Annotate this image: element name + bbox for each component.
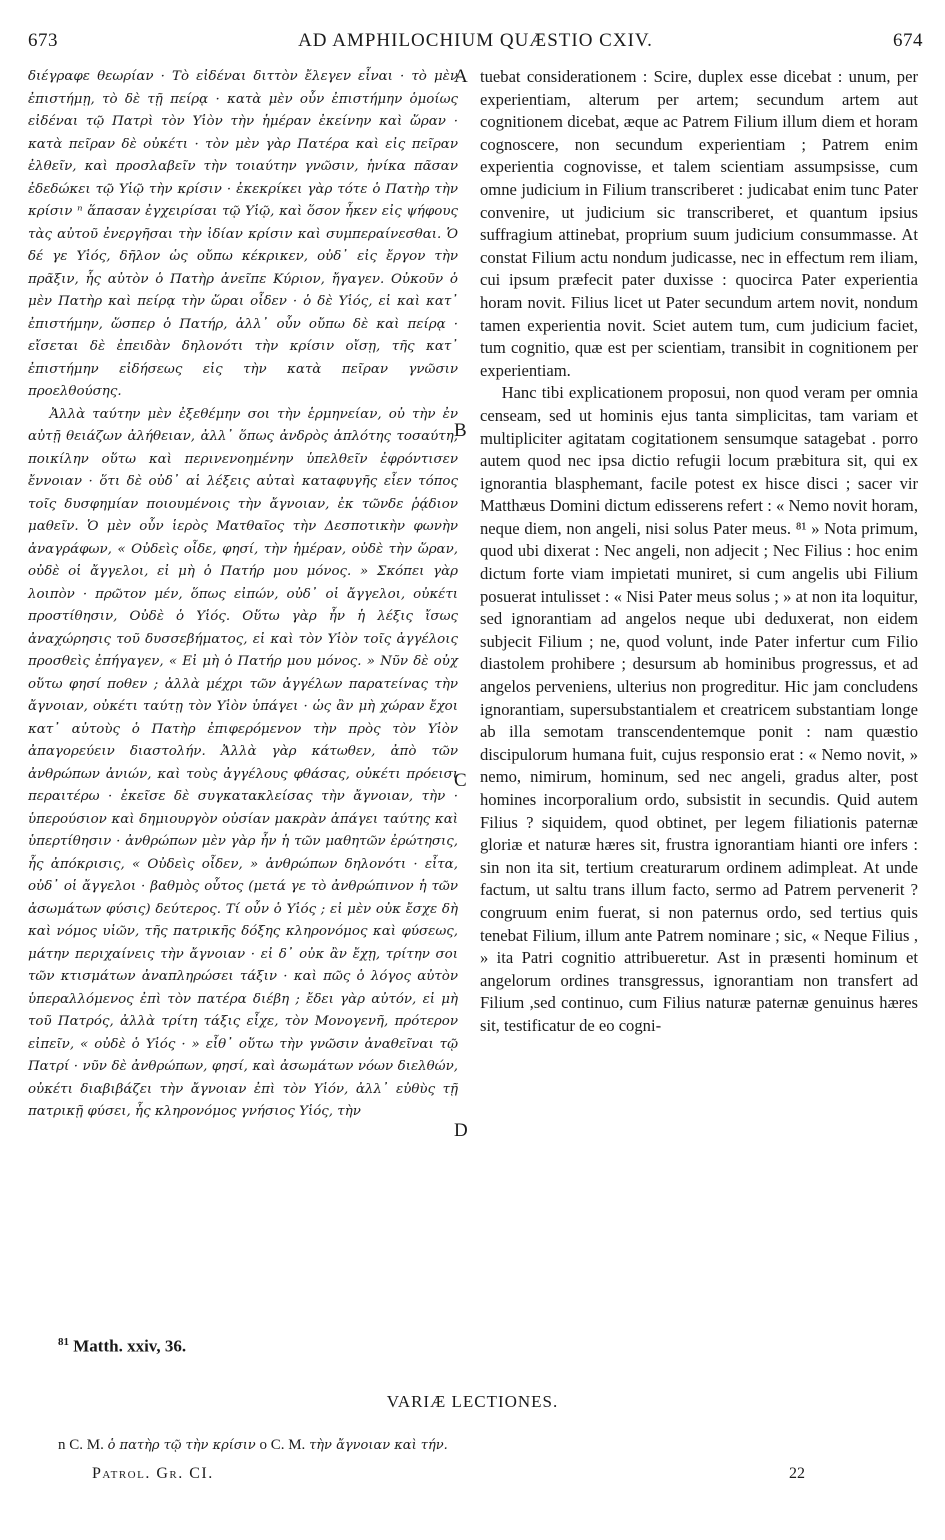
page-number-right: 674 bbox=[893, 30, 923, 51]
greek-column bbox=[28, 66, 458, 1124]
footnote-number: 81 bbox=[58, 1336, 69, 1348]
margin-marker-d: D bbox=[454, 1120, 468, 1141]
variant-o-text: τὴν ἄγνοιαν καὶ τήν. bbox=[309, 1438, 448, 1453]
margin-marker-c: C bbox=[454, 770, 467, 791]
page-footer bbox=[92, 1465, 805, 1483]
variae-lectiones-title: VARIÆ LECTIONES. bbox=[386, 1392, 559, 1411]
variant-n-text: ὁ πατὴρ τῷ τὴν κρίσιν bbox=[107, 1438, 256, 1453]
latin-paragraph: tuebat considerationem : Scire, duplex esse dicebat : unum, per experientiam, alterum per artem; secundum artem aut cognitionem dicebat, æque ac Patrem Filium illum diem et horam cognoscere, non secundum experientiam ; Patrem enim experientia cognovisse, et talem scientiam assumpsisse, cum omne judicium in Filium transcriberet : judicabat enim tunc Pater convenire, ut judicium sic transcriberet, et quantum ipsius suffragium attinebat, proprium suum judicium consummasse. At constat Filium actu nondum judicasse, nec in effectum rem iliam, cui ipsum præfecit pater duxisse : quocirca Pater experientia horam novit. Filius licet ut Pater secundum artem novit, nondum tamen experientia novit. Sciet autem tum, cum judicium faciet, tum cognitio, quæ est per scientiam, transibit in cognitionem per experientiam. bbox=[480, 67, 918, 380]
latin-column bbox=[480, 66, 918, 1038]
signature-mark: 22 bbox=[789, 1465, 805, 1482]
page-number-left: 673 bbox=[28, 30, 58, 51]
variant-o-key: o C. M. bbox=[259, 1437, 306, 1453]
footer-source: Patrol. Gr. CI. bbox=[92, 1465, 214, 1482]
margin-marker-a: A bbox=[454, 66, 468, 87]
footnote-text: Matth. xxiv, 36. bbox=[73, 1336, 187, 1356]
variant-n-key: n C. M. bbox=[58, 1437, 104, 1453]
margin-marker-b: B bbox=[454, 420, 467, 441]
running-title: AD AMPHILOCHIUM QUÆSTIO CXIV. bbox=[298, 30, 653, 51]
footnote bbox=[58, 1336, 186, 1357]
latin-paragraph: Hanc tibi explicationem proposui, non quod veram per omnia censeam, sed ut hominis ejus tanta simplicitas, tam variam et multipliciter agitatam cogitationem sensumque satagebat . porro autem quod nec ipsa dictio refugii locum præbitura sit, qui ex ignorantia blasphemant, facile potest ex hisce disci ; sacer vir Matthæus Domini dictum edisserens refert : « Nemo novit horam, neque diem, non angeli, nisi solus Pater meus. ⁸¹ » Nota primum, quod ubi dixerat : Nec angeli, non adjecit ; Nec Filius : hoc enim dictum forte viam impietati muniret, si cum angelis ubi Filium posuerat intulisset : « Nisi Pater meus solus ; » at non ita loquitur, sed ignorantiam ad angelos neque ubi deduxerat, non eidem subjecit Filium ; ne, quod volunt, inde Pater infertur cum Filio diastolem prohibere ; desursum ab hominibus progressus, et ad angelos perveniens, ulterius non progreditur. Hic jam concludens ignorantiam, supersubstantialem et creatricem substantiam longe ab illa semotam transcendentemque ponit : nam quæstio discipulorum humana fuit, cujus responsio erat : « Nemo novit, » nemo, nimirum, hominum, sed nec angeli, gradus alter, post homines incorporalium ordo, subsistit in secundis. Quid autem Filius ? siquidem, quod obtinet, per legem filiationis paternæ gloriæ et naturæ hæres sit, frustra ignorantiam hianti ore infers : sin non ita sit, tertium creaturarum ordinem adimpleat. At unde factum, ut saltu trans illum facto, sermo ad Patrem pervenerit ? congruum enim fuerat, si non paternus ordo, sed tertius quis tenebat Filium, illum ante Patrem nominare ; sic, « Neque Filius , » ita Patri cognitio attribueretur. Ast in præsenti hominum et angelorum ordines transgressus, ignorantiam non transfert ad Filium ,sed continuo, cum Filius naturæ paternæ genuinus hæres sit, testificatur de eo cogni- bbox=[480, 383, 918, 1035]
running-header bbox=[28, 30, 923, 60]
greek-paragraph: διέγραφε θεωρίαν · Τὸ εἰδέναι διττὸν ἔλεγεν εἶναι · τὸ μὲν ἐπιστήμῃ, τὸ δὲ τῇ πείρᾳ · κατὰ μὲν οὖν ἐπιστήμην ὁμοίως εἰδέναι τῷ Πατρὶ τὸν Υἱὸν τὴν ἡμέραν ἐκείνην καὶ ὥραν · κατὰ πεῖραν δὲ οὐκέτι · τὸν μὲν γὰρ Πατέρα καὶ εἰς πεῖραν ἐλθεῖν, καὶ προσλαβεῖν τὴν τοιαύτην γνῶσιν, ἡνίκα πᾶσαν ἐδεδώκει τῷ Υἱῷ τὴν κρίσιν · ἐκεκρίκει γὰρ τότε ὁ Πατὴρ τὴν κρίσιν ⁿ ἅπασαν ἐγχειρίσαι τῷ Υἱῷ, καὶ ὅσον ἧκεν εἰς ψήφους τὰς αὐτοῦ ἐνεργῆσαι τὴν ἰδίαν κρίσιν καὶ συμπεραίνεσθαι. Ὁ δέ γε Υἱός, δῆλον ὡς οὔπω κέκρικεν, οὐδ᾽ εἰς ἔργον τὴν πρᾶξιν, ἧς αὐτὸν ὁ Πατὴρ ἀνεῖπε Κύριον, ἤγαγεν. Οὐκοῦν ὁ μὲν Πατὴρ καὶ πείρᾳ τὴν ὥραι οἶδεν · ὁ δὲ Υἱός, εἰ καὶ κατ᾽ ἐπιστήμην, ὥσπερ ὁ Πατήρ, ἀλλ᾽ οὖν οὔπω δὲ καὶ πείρᾳ · εἴσεται δὲ ἐπειδὰν δηλονότι τὴν κρίσιν οἴσῃ, τῆς κατ᾽ ἐπιστήμην εἰδήσεως εἰς τὴν κατὰ πεῖραν γνῶσιν προελθούσης. bbox=[28, 69, 458, 399]
variae-lectiones bbox=[58, 1437, 448, 1454]
greek-paragraph: Ἀλλὰ ταύτην μὲν ἐξεθέμην σοι τὴν ἑρμηνείαν, οὐ τὴν ἐν αὐτῇ θειάζων ἀλήθειαν, ἀλλ᾽ ὅπως ἀνδρὸς ἁπλότης τοσαύτη, ποικίλην οὕτω καὶ περινενοημένην ὑπελθεῖν ἐφρόντισεν ἔννοιαν · ὅτι δὲ οὐδ᾽ αἱ λέξεις αὐταὶ καταφυγῆς εἶεν τόπος τοῖς δυσφημίαν ποιουμένοις τὴν ἄγνοιαν, ἐκ τῶνδε ῥᾴδιον μαθεῖν. Ὁ μὲν οὖν ἱερὸς Ματθαῖος τὴν Δεσποτικὴν φωνὴν ἀναγράφων, « Οὐδεὶς οἶδε, φησί, τὴν ἡμέραν, οὐδὲ τὴν ὥραν, οὐδὲ οἱ ἄγγελοι, εἰ μὴ ὁ Πατήρ μου μόνος. » Σκόπει γὰρ λοιπὸν · πρῶτον μέν, ὅπως εἰπών, οὐδ᾽ οἱ ἄγγελοι, οὐκέτι προστίθησιν, Οὐδὲ ὁ Υἱός. Οὕτω γὰρ ἦν ἡ λέξις ἴσως ἀναχώρησις τοῦ δυσσεβήματος, εἰ καὶ τὸν Υἱὸν τοῖς ἀγγέλοις προσθεὶς ἐπήγαγεν, « Εἰ μὴ ὁ Πατήρ μου μόνος. » Νῦν δὲ οὐχ οὕτω φησί ποθεν ; ἀλλὰ μέχρι τῶν ἀγγέλων παρατείνας τὴν ἄγνοιαν, οὐκέτι ταύτῃ τὸν Υἱὸν ὑπάγει · ὡς ἂν μὴ χώραν ἔχοι κατ᾽ αὐτοὺς ὁ Πατὴρ ἐπιφερόμενον τὴν πρὸς τὸν Υἱὸν ἀπαγορεύειν διαστολήν. Ἀλλὰ γὰρ κάτωθεν, ἀπὸ τῶν ἀνθρώπων ἀνιών, καὶ τοὺς ἀγγέλους φθάσας, οὐκέτι πρόεισι περαιτέρω · ἐκεῖσε δὲ συγκατακλείσας τὴν ἄγνοιαν, τὴν · ὑπερούσιον καὶ δημιουργὸν οὐσίαν μακρὰν ἀπάγει ταύτης καὶ ὑπερτίθησιν · ἀνθρώπων μὲν γὰρ ἦν ἡ τῶν μαθητῶν ἐρώτησις, ἧς ἀπόκρισις, « Οὐδεὶς οἶδεν, » ἀνθρώπων δηλονότι · εἶτα, οὐδ᾽ οἱ ἄγγελοι · βαθμὸς οὗτος (μετά γε τὸ ἀνθρώπινον ἡ τῶν ἀσωμάτων φύσις) δεύτερος. Τί οὖν ὁ Υἱός ; εἰ μὲν οὐκ ἔσχε δὴ καὶ νόμος υἱῶν, τῆς πατρικῆς δόξης κληρονόμος καὶ φύσεως, μάτην περιχαίνεις τὴν ἄγνοιαν · εἰ δ᾽ οὐκ ἂν ἔχῃ, τρίτην σοι τῶν κτισμάτων ἀναπληρώσει τάξιν · καὶ πῶς ὁ λόγος αὐτὸν ὑπεραλλόμενος ἐπὶ τὸν πατέρα διέβη ; ἔδει γὰρ αὐτόν, εἰ μὴ τοῦ Πατρός, ἀλλὰ τρίτη τάξις εἶχε, τὸν Μονογενῆ, πρότερον εἰπεῖν, « οὐδὲ ὁ Υἱός · » εἶθ᾽ οὕτω τὴν γνῶσιν ἀναθεῖναι τῷ Πατρί · νῦν δὲ ἀνθρώπων, φησί, καὶ ἀσωμάτων νόων διελθών, οὐκέτι διαβιβάζει τὴν ἄγνοιαν ἐπὶ τὸν Υἱόν, ἀλλ᾽ εὐθὺς τῇ πατρικῇ φύσει, ἧς κληρονόμος γνήσιος Υἱός, τὴν bbox=[28, 406, 458, 1119]
